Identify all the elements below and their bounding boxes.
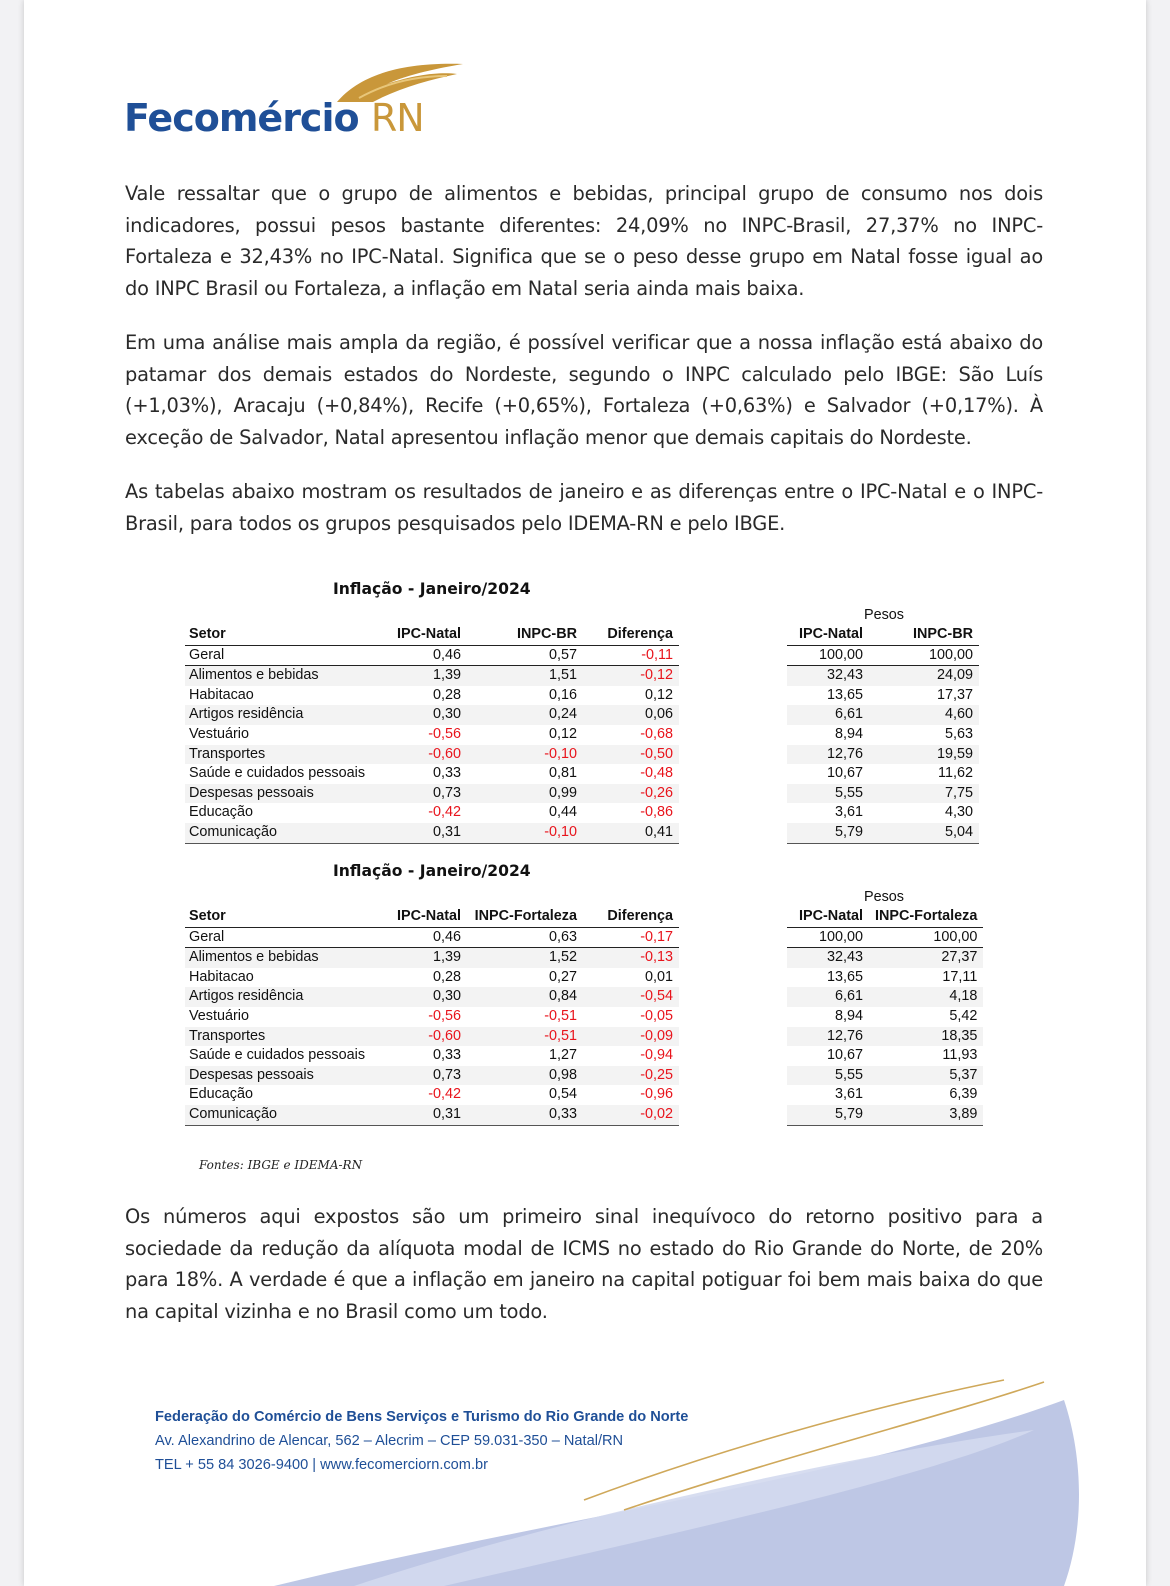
- weight-cell: 100,00: [869, 927, 983, 948]
- weight-cell: 10,67: [826, 765, 863, 782]
- weights-row: [787, 666, 979, 686]
- table1-title: Inflação - Janeiro/2024: [333, 580, 531, 598]
- weights-row: [787, 1027, 983, 1047]
- sector-cell: Vestuário: [189, 725, 250, 742]
- value-cell: -0,11: [583, 645, 679, 666]
- value-cell: -0,56: [428, 725, 461, 742]
- weight-cell: 100,00: [787, 927, 869, 948]
- table-row: [185, 1027, 679, 1047]
- weight-cell: 5,63: [944, 725, 973, 742]
- value-cell: 0,57: [467, 645, 583, 666]
- weights-row: [787, 1066, 983, 1086]
- value-cell: 0,99: [467, 784, 583, 804]
- weights-row: [787, 803, 979, 823]
- value-cell: 0,33: [467, 1105, 583, 1125]
- value-cell: 0,46: [385, 927, 467, 948]
- table-row: [185, 745, 679, 765]
- weight-cell: 5,79: [787, 1105, 869, 1125]
- sector-cell: Despesas pessoais: [185, 1066, 385, 1086]
- weight-cell: 32,43: [787, 666, 869, 686]
- value-cell: 1,52: [467, 948, 583, 968]
- value-cell: 0,73: [385, 1066, 467, 1086]
- footer-address: Av. Alexandrino de Alencar, 562 – Alecrim – CEP 59.031-350 – Natal/RN: [155, 1433, 624, 1449]
- value-cell: 0,12: [644, 686, 673, 703]
- value-cell: 0,44: [548, 804, 577, 821]
- weight-cell: 11,62: [938, 765, 973, 782]
- sector-cell: Habitacao: [189, 968, 254, 985]
- weight-cell: 3,61: [834, 804, 863, 821]
- col-header-ipc-natal: IPC-Natal: [385, 907, 467, 927]
- value-cell: 0,46: [385, 645, 467, 666]
- value-cell: 1,39: [385, 666, 467, 686]
- weight-cell: 17,11: [942, 968, 978, 985]
- value-cell: 0,33: [432, 765, 461, 782]
- fecomercio-logo: [124, 58, 464, 142]
- weight-cell: 10,67: [826, 1047, 863, 1064]
- col-header-inpc-br: INPC-BR: [467, 625, 583, 645]
- weight-cell: 8,94: [834, 1007, 863, 1024]
- value-cell: 0,63: [467, 927, 583, 948]
- sector-cell: Saúde e cuidados pessoais: [189, 765, 366, 782]
- table-row: [185, 823, 679, 843]
- value-cell: -0,42: [428, 1086, 461, 1103]
- weight-cell: 27,37: [869, 948, 983, 968]
- weights-row: [787, 705, 979, 725]
- value-cell: -0,96: [640, 1086, 673, 1103]
- value-cell: 0,31: [385, 823, 467, 843]
- table-row: [185, 968, 679, 988]
- col-header-setor: Setor: [185, 907, 385, 927]
- footer-contact: [155, 1405, 688, 1477]
- weights-header-inpc-br: INPC-BR: [869, 625, 979, 645]
- weights-row: [787, 725, 979, 745]
- sector-cell: Geral: [185, 927, 385, 948]
- value-cell: 0,98: [467, 1066, 583, 1086]
- value-cell: -0,60: [385, 1027, 467, 1047]
- weights-row: [787, 968, 983, 988]
- value-cell: -0,12: [583, 666, 679, 686]
- table-row: [185, 1066, 679, 1086]
- value-cell: -0,51: [467, 1027, 583, 1047]
- table-row: [185, 987, 679, 1007]
- table-row: [185, 705, 679, 725]
- weight-cell: 13,65: [826, 686, 863, 703]
- table2-weights-title: Pesos: [864, 889, 904, 905]
- weight-cell: 3,61: [834, 1086, 863, 1103]
- sector-cell: Artigos residência: [185, 705, 385, 725]
- value-cell: -0,54: [583, 987, 679, 1007]
- weight-cell: 100,00: [787, 645, 869, 666]
- value-cell: 0,30: [385, 705, 467, 725]
- value-cell: -0,42: [428, 804, 461, 821]
- value-cell: -0,05: [640, 1007, 673, 1024]
- weights-row: [787, 745, 979, 765]
- value-cell: -0,10: [467, 745, 583, 765]
- weights-row: [787, 927, 983, 948]
- table-row: [185, 725, 679, 745]
- sector-cell: Vestuário: [189, 1007, 250, 1024]
- document-page: [24, 0, 1146, 1586]
- table-row: [185, 1007, 679, 1027]
- weight-cell: 12,76: [787, 1027, 869, 1047]
- footer-contact-line: TEL + 55 84 3026-9400 | www.fecomerciorn.com.br: [155, 1457, 488, 1473]
- weights-table-natal-vs-fortaleza: [787, 907, 983, 1126]
- logo-wordmark: Fecomércio RN: [124, 96, 424, 140]
- table-row: [185, 803, 679, 823]
- weight-cell: 6,61: [787, 987, 869, 1007]
- value-cell: 0,24: [467, 705, 583, 725]
- sector-cell: Habitacao: [189, 686, 254, 703]
- value-cell: 0,27: [548, 968, 577, 985]
- sector-cell: Alimentos e bebidas: [185, 948, 385, 968]
- sector-cell: Transportes: [185, 1027, 385, 1047]
- value-cell: 0,06: [583, 705, 679, 725]
- weights-header-ipc-natal: IPC-Natal: [787, 625, 869, 645]
- value-cell: 0,16: [548, 686, 577, 703]
- weight-cell: 5,55: [787, 784, 869, 804]
- weight-cell: 18,35: [869, 1027, 983, 1047]
- weight-cell: 5,04: [869, 823, 979, 843]
- weights-row: [787, 987, 983, 1007]
- value-cell: -0,10: [467, 823, 583, 843]
- weights-header-ipc-natal: IPC-Natal: [787, 907, 869, 927]
- value-cell: 1,51: [467, 666, 583, 686]
- value-cell: -0,02: [583, 1105, 679, 1125]
- col-header-diferenca: Diferença: [583, 625, 679, 645]
- table-row: [185, 1046, 679, 1066]
- paragraph-food-weights: Vale ressaltar que o grupo de alimentos e bebidas, principal grupo de consumo nos dois indicadores, possui pesos bastante diferentes: 24,09% no INPC-Brasil, 27,37% no INPC-Fortaleza e 32,43% no IPC-Natal. Significa que se o peso desse grupo em Natal fosse igual ao do INPC Brasil ou Fortaleza, a inflação em Natal seria ainda mais baixa.: [125, 182, 1043, 300]
- value-cell: 0,28: [432, 686, 461, 703]
- weights-row: [787, 1105, 983, 1125]
- value-cell: -0,60: [385, 745, 467, 765]
- weight-cell: 6,61: [787, 705, 869, 725]
- sector-cell: Comunicação: [185, 1105, 385, 1125]
- weights-row: [787, 823, 979, 843]
- table-row: [185, 666, 679, 686]
- table-row: [185, 1085, 679, 1105]
- value-cell: -0,94: [640, 1047, 673, 1064]
- weight-cell: 11,93: [942, 1047, 978, 1064]
- weights-row: [787, 1007, 983, 1027]
- value-cell: 0,01: [644, 968, 673, 985]
- col-header-diferenca: Diferença: [583, 907, 679, 927]
- value-cell: 0,12: [548, 725, 577, 742]
- value-cell: 1,27: [548, 1047, 577, 1064]
- value-cell: 0,54: [548, 1086, 577, 1103]
- inflation-table-natal-vs-fortaleza: [185, 907, 679, 1126]
- value-cell: -0,50: [583, 745, 679, 765]
- sector-cell: Transportes: [185, 745, 385, 765]
- footer-organization: Federação do Comércio de Bens Serviços e Turismo do Rio Grande do Norte: [155, 1409, 689, 1425]
- value-cell: 0,33: [432, 1047, 461, 1064]
- weights-table-natal-vs-br: [787, 625, 979, 844]
- weight-cell: 3,89: [869, 1105, 983, 1125]
- value-cell: 1,39: [385, 948, 467, 968]
- value-cell: 0,81: [548, 765, 577, 782]
- table2-title: Inflação - Janeiro/2024: [333, 862, 531, 880]
- value-cell: 0,31: [385, 1105, 467, 1125]
- sector-cell: Artigos residência: [185, 987, 385, 1007]
- weight-cell: 5,42: [949, 1007, 978, 1024]
- table-row: [185, 927, 679, 948]
- weight-cell: 13,65: [826, 968, 863, 985]
- table-row: [185, 645, 679, 666]
- sector-cell: Comunicação: [185, 823, 385, 843]
- sector-cell: Alimentos e bebidas: [185, 666, 385, 686]
- value-cell: 0,73: [385, 784, 467, 804]
- sources-note: Fontes: IBGE e IDEMA-RN: [199, 1158, 363, 1172]
- weight-cell: 19,59: [869, 745, 979, 765]
- weight-cell: 8,94: [834, 725, 863, 742]
- weight-cell: 24,09: [869, 666, 979, 686]
- weight-cell: 32,43: [787, 948, 869, 968]
- value-cell: -0,86: [640, 804, 673, 821]
- weight-cell: 7,75: [869, 784, 979, 804]
- value-cell: -0,25: [583, 1066, 679, 1086]
- table1-weights-title: Pesos: [864, 607, 904, 623]
- value-cell: -0,51: [544, 1007, 577, 1024]
- value-cell: -0,56: [428, 1007, 461, 1024]
- paragraph-conclusion: Os números aqui expostos são um primeiro sinal inequívoco do retorno positivo para a sociedade da redução da alíquota modal de ICMS no estado do Rio Grande do Norte, de 20% para 18%. A verdade é que a inflação em janeiro na capital potiguar foi bem mais baixa do que na capital vizinha e no Brasil como um todo.: [125, 1205, 1043, 1323]
- weights-row: [787, 1046, 983, 1066]
- sector-cell: Despesas pessoais: [185, 784, 385, 804]
- weight-cell: 12,76: [787, 745, 869, 765]
- weights-row: [787, 645, 979, 666]
- value-cell: -0,13: [583, 948, 679, 968]
- inflation-table-natal-vs-br: [185, 625, 679, 844]
- paragraph-northeast-analysis: Em uma análise mais ampla da região, é possível verificar que a nossa inflação está abaixo do patamar dos demais estados do Nordeste, segundo o INPC calculado pelo IBGE: São Luís (+1,03%), Aracaju (+0,84%), Recife (+0,65%), Fortaleza (+0,63%) e Salvador (+0,17%). À exceção de Salvador, Natal apresentou inflação menor que demais capitais do Nordeste.: [125, 331, 1043, 449]
- value-cell: -0,09: [583, 1027, 679, 1047]
- table-row: [185, 948, 679, 968]
- table-row: [185, 1105, 679, 1125]
- weight-cell: 5,37: [869, 1066, 983, 1086]
- weights-header-inpc-fortaleza: INPC-Fortaleza: [869, 907, 983, 927]
- weight-cell: 6,39: [949, 1086, 978, 1103]
- weights-row: [787, 948, 983, 968]
- col-header-setor: Setor: [185, 625, 385, 645]
- table-row: [185, 686, 679, 706]
- weights-row: [787, 686, 979, 706]
- weight-cell: 4,60: [869, 705, 979, 725]
- value-cell: -0,26: [583, 784, 679, 804]
- weight-cell: 4,30: [944, 804, 973, 821]
- weight-cell: 5,79: [787, 823, 869, 843]
- paragraph-tables-intro: As tabelas abaixo mostram os resultados de janeiro e as diferenças entre o IPC-Natal e o INPC-Brasil, para todos os grupos pesquisados pelo IDEMA-RN e pelo IBGE.: [125, 480, 1043, 535]
- weights-row: [787, 1085, 983, 1105]
- table-row: [185, 764, 679, 784]
- weights-row: [787, 764, 979, 784]
- weight-cell: 5,55: [787, 1066, 869, 1086]
- value-cell: -0,48: [640, 765, 673, 782]
- col-header-inpc-fortaleza: INPC-Fortaleza: [467, 907, 583, 927]
- sector-cell: Educação: [189, 1086, 254, 1103]
- weight-cell: 100,00: [869, 645, 979, 666]
- weights-row: [787, 784, 979, 804]
- value-cell: 0,30: [385, 987, 467, 1007]
- value-cell: -0,68: [640, 725, 673, 742]
- value-cell: -0,17: [583, 927, 679, 948]
- value-cell: 0,84: [467, 987, 583, 1007]
- value-cell: 0,28: [432, 968, 461, 985]
- value-cell: 0,41: [583, 823, 679, 843]
- table-row: [185, 784, 679, 804]
- sector-cell: Saúde e cuidados pessoais: [189, 1047, 366, 1064]
- sector-cell: Educação: [189, 804, 254, 821]
- weight-cell: 17,37: [936, 686, 973, 703]
- sector-cell: Geral: [185, 645, 385, 666]
- col-header-ipc-natal: IPC-Natal: [385, 625, 467, 645]
- weight-cell: 4,18: [869, 987, 983, 1007]
